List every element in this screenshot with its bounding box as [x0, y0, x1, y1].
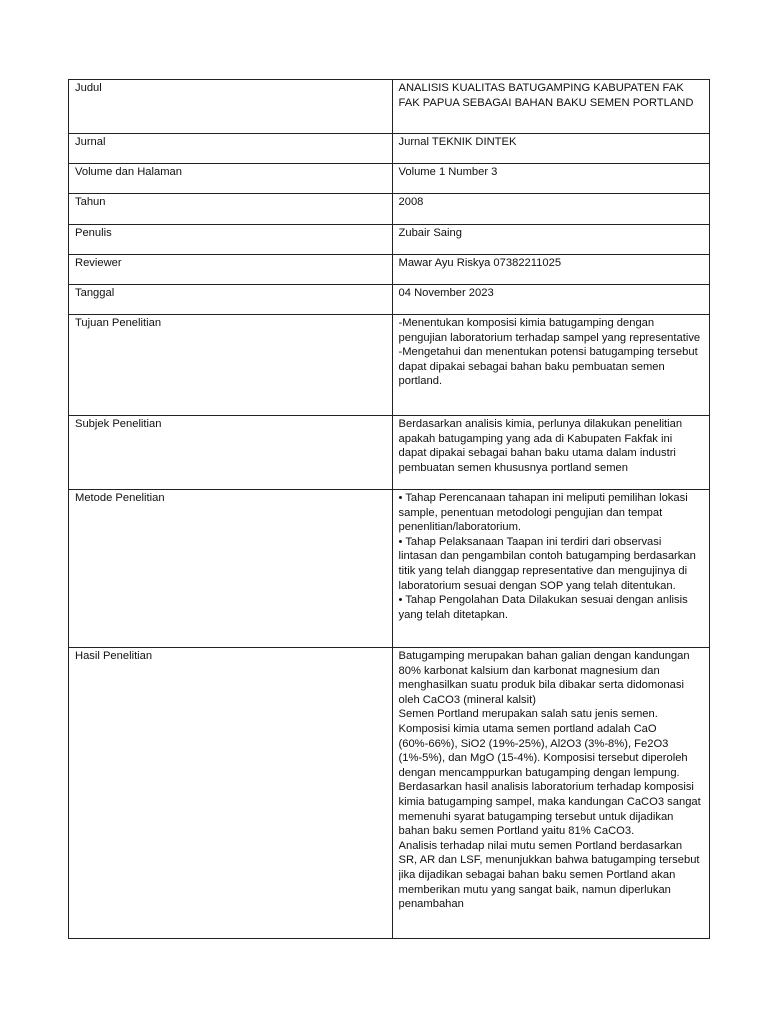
label-reviewer: Reviewer	[69, 255, 393, 285]
value-hasil-cell	[392, 648, 709, 939]
value-tujuan: -Menentukan komposisi kimia batugamping dengan pengujian laboratorium terhadap sampel yang representative -Mengetahui dan menentukan potensi batugamping tersebut dapat dipakai sebagai bahan baku pembuatan semen portland.	[392, 315, 709, 416]
value-tanggal: 04 November 2023	[392, 285, 709, 315]
row-metode	[69, 490, 710, 648]
value-tahun: 2008	[392, 194, 709, 225]
row-tujuan	[69, 315, 710, 416]
label-tujuan: Tujuan Penelitian	[69, 315, 393, 416]
row-tahun	[69, 194, 710, 225]
label-hasil: Hasil Penelitian	[69, 648, 393, 939]
value-subjek: Berdasarkan analisis kimia, perlunya dilakukan penelitian apakah batugamping yang ada di Kabupaten Fakfak ini dapat dipakai sebagai bahan baku utama dalam industri pembuatan semen khususnya portland semen	[392, 416, 709, 490]
label-metode: Metode Penelitian	[69, 490, 393, 648]
row-subjek	[69, 416, 710, 490]
value-judul: ANALISIS KUALITAS BATUGAMPING KABUPATEN FAK FAK PAPUA SEBAGAI BAHAN BAKU SEMEN PORTLAND	[392, 80, 709, 134]
row-volume	[69, 164, 710, 194]
label-judul: Judul	[69, 80, 393, 134]
label-subjek: Subjek Penelitian	[69, 416, 393, 490]
row-judul	[69, 80, 710, 134]
value-metode: • Tahap Perencanaan tahapan ini meliputi pemilihan lokasi sample, penentuan metodologi pengujian dan tempat penenlitian/laboratorium. • Tahap Pelaksanaan Taapan ini terdiri dari observasi lintasan dan pengambilan contoh batugamping berdasarkan titik yang telah dianggap representative dan mengujinya di laboratorium sesuai dengan SOP yang telah ditentukan. • Tahap Pengolahan Data Dilakukan sesuai dengan anlisis yang telah ditetapkan.	[392, 490, 709, 648]
value-hasil: Batugamping merupakan bahan galian dengan kandungan 80% karbonat kalsium dan karbonat magnesium dan menghasilkan suatu produk bila dibakar serta didomonasi oleh CaCO3 (mineral kalsit) Semen Portland merupakan salah satu jenis semen. Komposisi kimia utama semen portland adalah CaO (60%-66%), SiO2 (19%-25%), Al2O3 (3%-8%), Fe2O3 (1%-5%), dan MgO (15-4%). Komposisi tersebut diperoleh dengan mencamppurkan batugamping dengan lempung. Berdasarkan hasil analisis laboratorium terhadap komposisi kimia batugamping sampel, maka kandungan CaCO3 sangat memenuhi syarat batugamping tersebut untuk dijadikan bahan baku semen Portland yaitu 81% CaCO3. Analisis terhadap nilai mutu semen Portland berdasarkan SR, AR dan LSF, menunjukkan bahwa batugamping tersebut jika dijadikan sebagai bahan baku semen Portland akan memberikan mutu yang sangat baik, namun diperlukan penambahan	[398, 650, 701, 911]
label-tanggal: Tanggal	[69, 285, 393, 315]
label-tahun: Tahun	[69, 194, 393, 225]
row-jurnal	[69, 134, 710, 164]
value-penulis: Zubair Saing	[392, 225, 709, 255]
label-jurnal: Jurnal	[69, 134, 393, 164]
row-tanggal	[69, 285, 710, 315]
row-penulis	[69, 225, 710, 255]
value-reviewer: Mawar Ayu Riskya 07382211025	[392, 255, 709, 285]
review-table	[68, 79, 710, 939]
value-jurnal: Jurnal TEKNIK DINTEK	[392, 134, 709, 164]
row-hasil	[69, 648, 710, 939]
value-volume: Volume 1 Number 3	[392, 164, 709, 194]
row-reviewer	[69, 255, 710, 285]
label-penulis: Penulis	[69, 225, 393, 255]
label-volume: Volume dan Halaman	[69, 164, 393, 194]
